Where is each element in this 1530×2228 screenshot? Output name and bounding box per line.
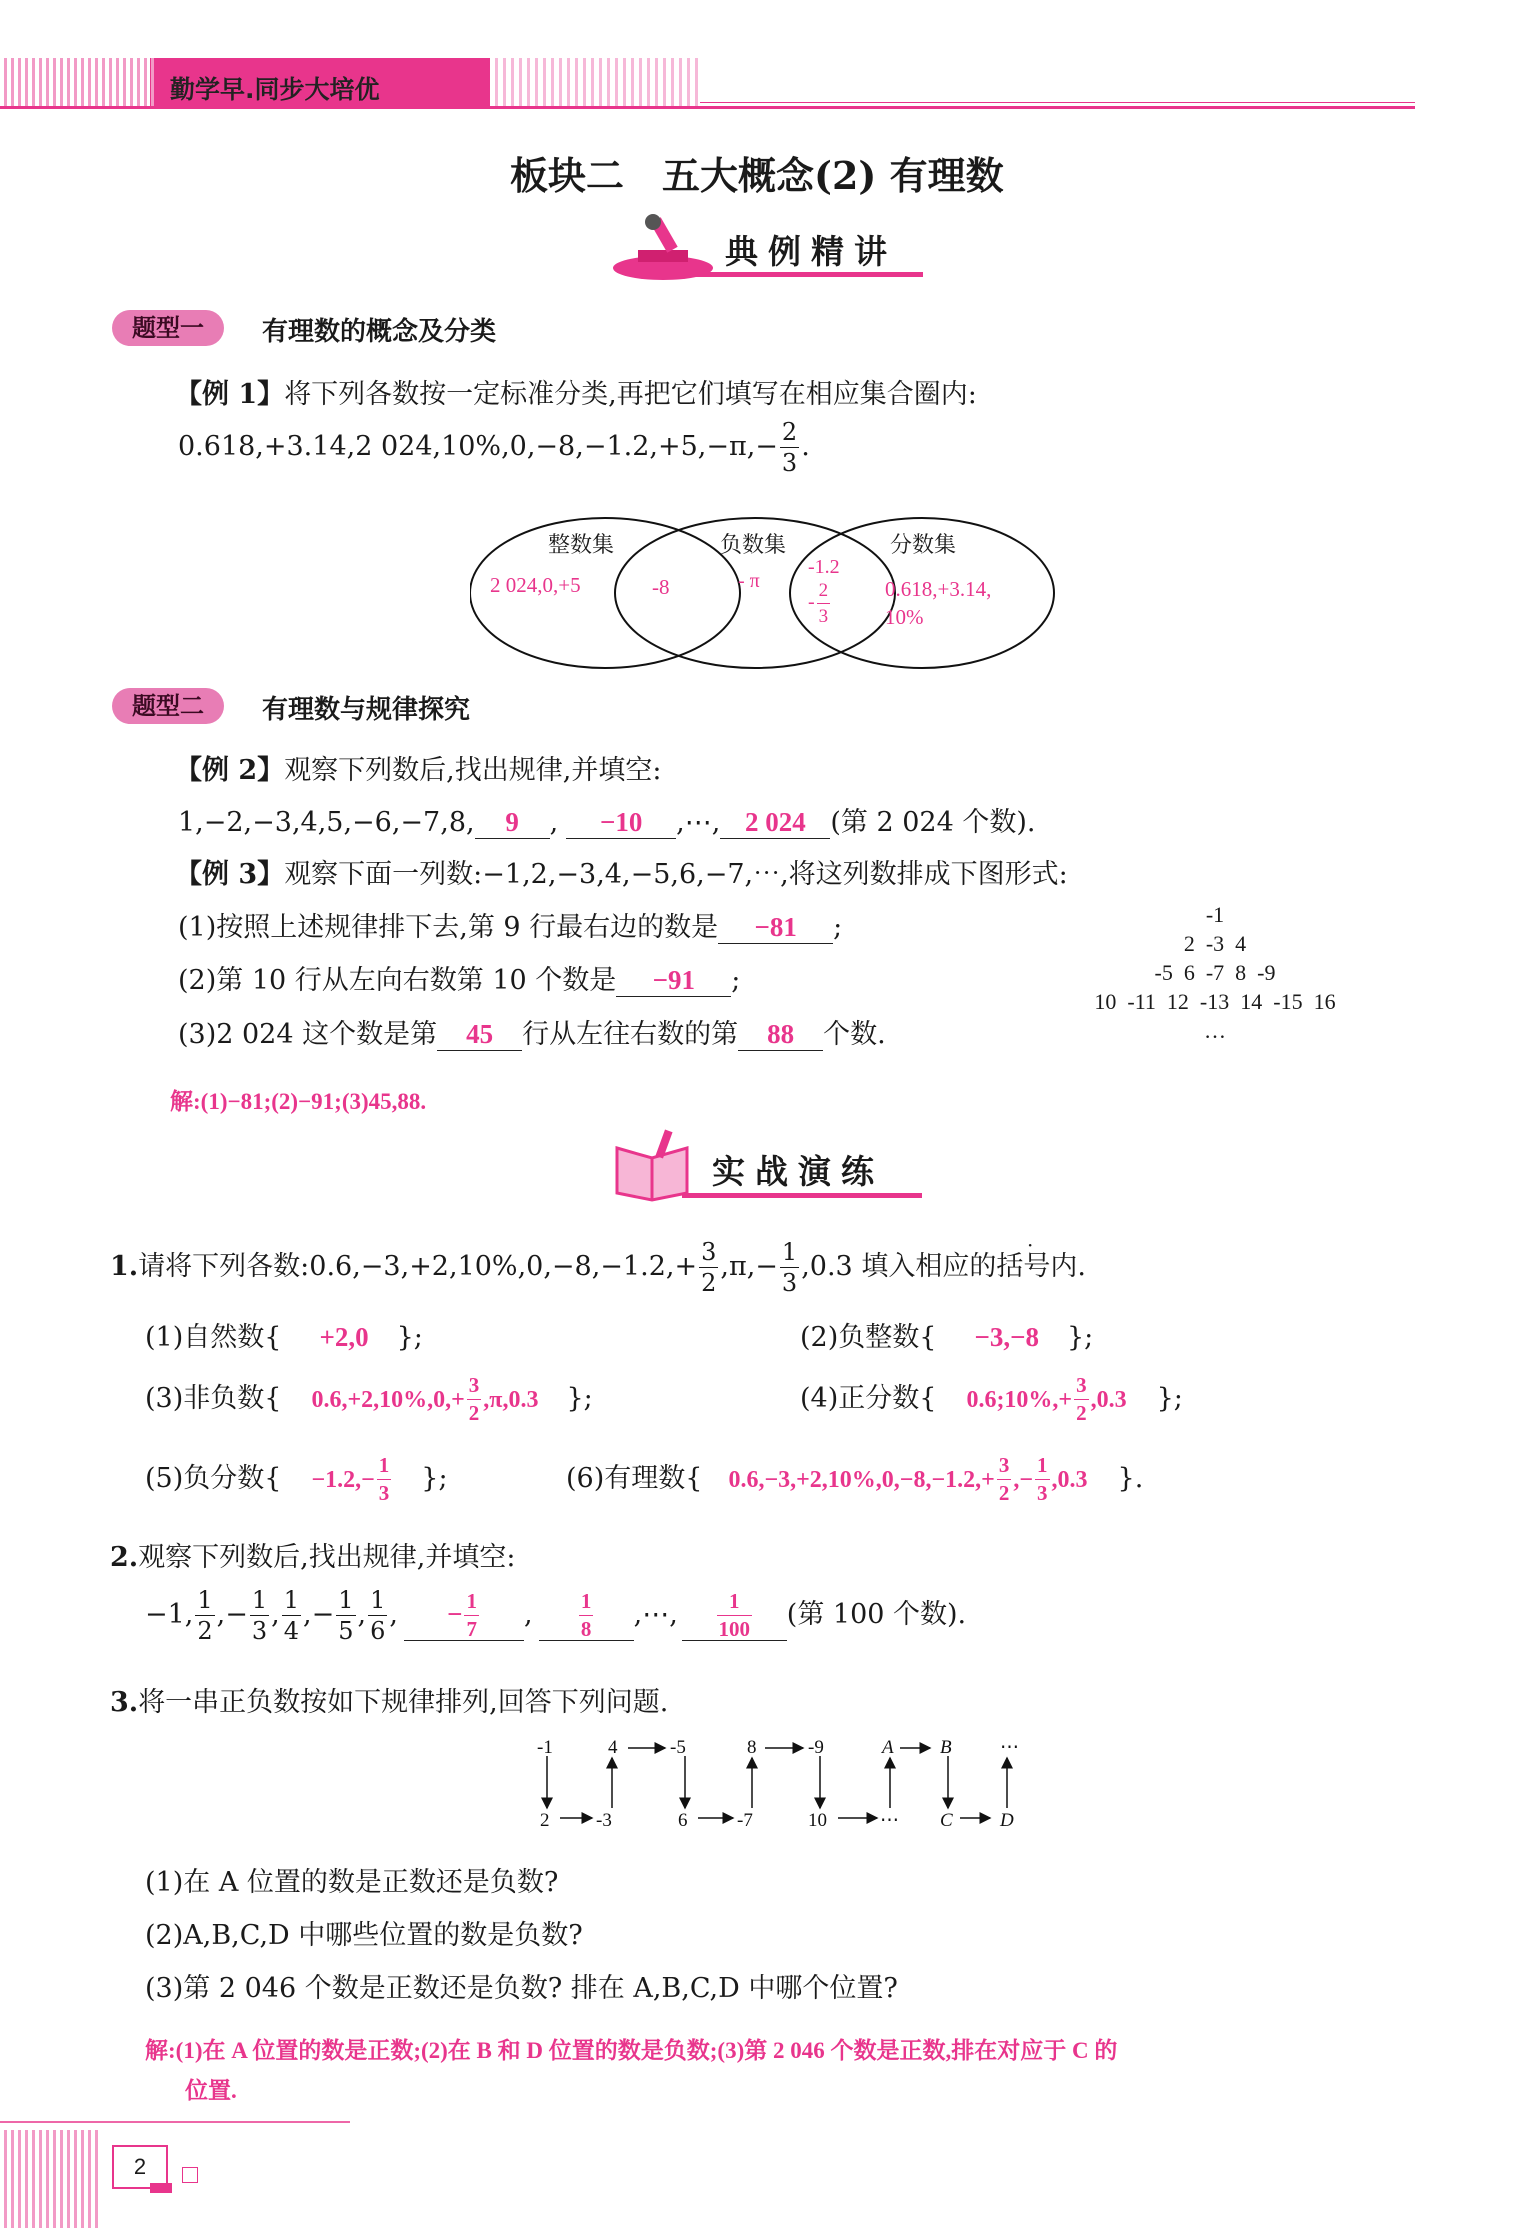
stripe — [4, 58, 7, 106]
stripe — [647, 58, 650, 106]
denominator: 3 — [378, 1481, 390, 1505]
stripe — [639, 58, 642, 106]
example-3 — [175, 852, 1068, 891]
diagram-node: 4 — [608, 1738, 618, 1758]
stripe — [151, 58, 154, 106]
diagram-node: -7 — [737, 1810, 753, 1831]
answer-blank: 45 — [437, 1019, 522, 1051]
denominator: 8 — [580, 1617, 592, 1641]
stripe — [543, 58, 546, 106]
denominator: 2 — [1076, 1401, 1087, 1425]
stripe — [67, 58, 70, 106]
example-2-sequence: 1,−2,−3,4,5,−6,−7,8, 9 , −10 ,⋯, 2 024 (第 2 024 个数). — [178, 807, 1036, 838]
problem-3-solution-line2: 位置. — [185, 2078, 237, 2103]
problem-text: ,π,− — [720, 1251, 778, 1282]
type-label-1: 有理数的概念及分类 — [262, 317, 497, 347]
stripe — [81, 2130, 84, 2228]
fraction — [467, 1375, 482, 1424]
diagram-node: -3 — [596, 1810, 612, 1831]
answer: ,− — [1013, 1467, 1034, 1493]
venn-integer-only: 2 024,0,+5 — [490, 573, 581, 597]
fraction — [1074, 1375, 1089, 1424]
stripe — [495, 58, 498, 106]
numerator: 3 — [997, 1455, 1012, 1480]
diagram-node: 6 — [678, 1810, 688, 1831]
diagram-node: 2 — [540, 1810, 550, 1831]
problem-text: 观察下列数后,找出规律,并填空: — [138, 1542, 516, 1573]
microscope-icon — [613, 214, 713, 280]
stripe — [74, 58, 77, 106]
stripe — [137, 58, 140, 106]
example-label: 【例 1】 — [175, 379, 285, 410]
answer-blank: 9 — [475, 807, 550, 839]
stripe — [53, 58, 56, 106]
stripe — [11, 2130, 14, 2228]
problem-3-solution-line1: 解:(1)在 A 位置的数是正数;(2)在 B 和 D 位置的数是负数;(3)第 2 046 个数是正数,排在对应于 C 的 — [145, 2038, 1118, 2063]
diagram-node: -9 — [808, 1738, 824, 1758]
stripe — [81, 58, 84, 106]
stripe — [559, 58, 562, 106]
stripe — [67, 2130, 70, 2228]
section-title-1: 典例精讲 — [725, 232, 897, 271]
question-text: (3)2 024 这个数是第 — [178, 1019, 438, 1050]
triangle-row: … — [1204, 1018, 1226, 1043]
header-title: 勤学早.同步大培优 — [170, 75, 380, 104]
brace-close: }; — [1156, 1383, 1183, 1414]
stripe — [116, 58, 119, 106]
stripe — [591, 58, 594, 106]
stripe — [4, 2130, 7, 2228]
denominator: 6 — [370, 1617, 386, 1645]
denominator: 2 — [468, 1401, 480, 1425]
fraction — [780, 1240, 799, 1295]
problem-2 — [110, 1535, 515, 1574]
footer-square — [182, 2167, 198, 2183]
stripe — [623, 58, 626, 106]
example-label: 【例 2】 — [175, 755, 285, 786]
denominator: 7 — [466, 1617, 477, 1641]
fraction — [997, 1455, 1012, 1504]
answer: −3,−8 — [974, 1322, 1039, 1352]
book-icon — [617, 1129, 687, 1200]
stripe — [679, 58, 682, 106]
arrow-diagram — [520, 1738, 1040, 1838]
problem-3-q1: (1)在 A 位置的数是正数还是负数? — [145, 1867, 559, 1898]
page-number: 2 — [112, 2145, 168, 2189]
numerator: 1 — [377, 1455, 392, 1480]
numerator: 2 — [817, 581, 831, 604]
problem-text: 将一串正负数按如下规律排列,回答下列问题. — [138, 1687, 669, 1718]
diagram-node: ⋯ — [1000, 1738, 1019, 1758]
example-3-q1: (1)按照上述规律排下去,第 9 行最右边的数是 −81 ; — [178, 912, 843, 943]
number-triangle — [1000, 900, 1430, 1045]
fraction — [377, 1455, 392, 1504]
stripe — [519, 58, 522, 106]
problem-number: 2. — [110, 1542, 139, 1573]
numerator: 1 — [1035, 1455, 1050, 1480]
triangle-row: 2 -3 4 — [1183, 931, 1247, 956]
stripe — [663, 58, 666, 106]
sequence-tail: (第 100 个数). — [786, 1599, 967, 1630]
stripe — [46, 2130, 49, 2228]
denominator: 2 — [998, 1481, 1010, 1505]
stripe — [535, 58, 538, 106]
stripe — [95, 58, 98, 106]
brace-close: }. — [1117, 1463, 1144, 1494]
numerator: 3 — [1074, 1375, 1089, 1400]
answer-blank: −81 — [718, 912, 833, 944]
denominator: 4 — [283, 1617, 300, 1645]
venn-label-integer: 整数集 — [548, 533, 615, 558]
sequence: 1,−2,−3,4,5,−6,−7,8, — [178, 807, 475, 838]
venn-negative-fraction — [808, 556, 840, 626]
fraction — [780, 420, 799, 475]
stripe — [46, 58, 49, 106]
triangle-row: -1 — [1205, 902, 1225, 927]
example-2 — [175, 748, 661, 787]
numerator: 3 — [467, 1375, 482, 1400]
stripe — [102, 58, 105, 106]
stripe — [25, 58, 28, 106]
numerator: 1 — [579, 1591, 594, 1616]
denominator: 3 — [251, 1617, 268, 1645]
answer-blank: 88 — [738, 1019, 823, 1051]
diagram-node: D — [1000, 1810, 1014, 1831]
page-number-accent — [150, 2183, 172, 2193]
answer: +2,0 — [319, 1322, 369, 1352]
category-label: (6)有理数{ — [566, 1463, 703, 1494]
fraction — [699, 1240, 718, 1295]
answer: ,0.3 — [1051, 1467, 1088, 1493]
stripe — [109, 58, 112, 106]
denominator: 100 — [718, 1617, 751, 1641]
venn-sign: - — [808, 591, 815, 614]
numerator: 1 — [251, 1586, 268, 1614]
category-label: (2)负整数{ — [800, 1322, 937, 1353]
fraction — [250, 1588, 269, 1643]
stripe — [583, 58, 586, 106]
section-title-2: 实战演练 — [712, 1152, 884, 1191]
repeating-dot: · — [1027, 1233, 1034, 1257]
answer-blank: −10 — [566, 807, 676, 839]
category-label: (4)正分数{ — [800, 1383, 937, 1414]
venn-value: -1.2 — [808, 556, 840, 578]
example-3-q3 — [178, 1012, 886, 1051]
stripe — [74, 2130, 77, 2228]
numerator: 1 — [464, 1591, 479, 1616]
header-line — [0, 106, 1415, 109]
venn-value: 0.618,+3.14, — [885, 577, 992, 601]
numerator: 1 — [197, 1586, 213, 1614]
venn-label-negative: 负数集 — [720, 533, 787, 558]
diagram-node: A — [882, 1738, 894, 1758]
type-tag-2: 题型二 — [112, 688, 224, 724]
brace-close: }; — [566, 1383, 593, 1414]
stripe — [25, 2130, 28, 2228]
problem-text: ,0.3 — [801, 1251, 853, 1282]
denominator: 3 — [781, 449, 798, 477]
type-label-2: 有理数与规律探究 — [262, 695, 471, 725]
problem-2-sequence: −1, $\frac{1}{2}$ ,− $\frac{1}{3}$ , $\frac{1}{4}$ ,− $\frac{1}{5}$ , $\frac{1}{6}$ , − $\frac{1}{7}$ , $\frac{1}{8}$ ,⋯, $\frac{1}{100}$ (第 100 个数). — [145, 1586, 967, 1645]
ellipsis: ,⋯, — [676, 807, 721, 838]
denominator: 5 — [338, 1617, 354, 1645]
example-text: 观察下面一列数:−1,2,−3,4,−5,6,−7,⋯,将这列数排成下图形式: — [284, 859, 1068, 890]
answer: ,π,0.3 — [483, 1387, 539, 1413]
example-label: 【例 3】 — [175, 859, 285, 890]
stripe — [687, 58, 690, 106]
p1-negative-fraction — [145, 1455, 448, 1504]
denominator: 3 — [781, 1269, 798, 1297]
stripe — [655, 58, 658, 106]
question-text: 行从左往右数的第 — [522, 1019, 739, 1050]
stripe — [18, 58, 21, 106]
denominator: 3 — [1037, 1481, 1048, 1505]
numerator: 1 — [283, 1586, 300, 1614]
p1-nonnegative — [145, 1375, 593, 1424]
stripe — [511, 58, 514, 106]
numerator: 3 — [701, 1238, 717, 1266]
venn-fraction-only — [885, 575, 991, 631]
answer: 0.6,−3,+2,10%,0,−8,−1.2,+ — [728, 1467, 995, 1493]
problem-3 — [110, 1680, 668, 1719]
answer-blank — [539, 1591, 634, 1641]
sequence-start: −1, — [145, 1599, 194, 1630]
venn-value: 10% — [885, 605, 924, 629]
answer: −1.2,− — [311, 1467, 375, 1493]
p1-positive-fraction — [800, 1375, 1183, 1424]
question-text: (1)按照上述规律排下去,第 9 行最右边的数是 — [178, 912, 719, 943]
stripe — [144, 58, 147, 106]
brace-close: }; — [1066, 1322, 1094, 1353]
venn-label-fraction: 分数集 — [890, 533, 957, 558]
diagram-node: -5 — [670, 1738, 686, 1758]
problem-text: 请将下列各数:0.6,−3,+2,10%,0,−8,−1.2,+ — [138, 1251, 698, 1282]
category-label: (5)负分数{ — [145, 1463, 282, 1494]
problem-text: 填入相应的括号内. — [852, 1251, 1086, 1282]
numerator: 1 — [717, 1591, 753, 1616]
example-1 — [175, 372, 977, 411]
stripe — [95, 2130, 98, 2228]
category-label: (1)自然数{ — [145, 1322, 282, 1353]
denominator: 3 — [818, 606, 829, 627]
stripe — [32, 2130, 35, 2228]
stripe — [527, 58, 530, 106]
answer-blank: 2 024 — [720, 807, 830, 839]
period: . — [801, 431, 810, 462]
stripe — [551, 58, 554, 106]
stripe — [18, 2130, 21, 2228]
answer-blank: −91 — [616, 965, 731, 997]
p1-negative-integer — [800, 1315, 1093, 1354]
stripe — [695, 58, 698, 106]
header-thin-line — [700, 102, 1415, 103]
stripe — [39, 58, 42, 106]
p1-natural — [145, 1315, 423, 1354]
triangle-row: -5 6 -7 8 -9 — [1154, 960, 1276, 985]
example-text: 将下列各数按一定标准分类,再把它们填写在相应集合圈内: — [284, 379, 977, 410]
stripe — [503, 58, 506, 106]
stripe — [60, 58, 63, 106]
answer: ,0.3 — [1090, 1387, 1127, 1413]
numerator: 1 — [781, 1238, 798, 1266]
diagram-node: 10 — [808, 1810, 827, 1831]
venn-fraction — [817, 581, 831, 626]
denominator: 2 — [701, 1269, 717, 1297]
fraction — [1035, 1455, 1050, 1504]
stripe — [130, 58, 133, 106]
problem-3-q2: (2)A,B,C,D 中哪些位置的数是负数? — [145, 1920, 583, 1951]
example-1-numbers — [178, 420, 810, 475]
stripe — [599, 58, 602, 106]
stripe — [60, 2130, 63, 2228]
question-text: 个数. — [823, 1019, 886, 1050]
triangle-row: 10 -11 12 -13 14 -15 16 — [1094, 989, 1336, 1014]
problem-number: 3. — [110, 1687, 139, 1718]
answer-blank: − $\frac{1}{7}$ — [404, 1591, 524, 1641]
fraction — [336, 1588, 355, 1643]
stripe — [615, 58, 618, 106]
stripe — [53, 2130, 56, 2228]
answer: 0.6,+2,10%,0,+ — [311, 1387, 465, 1413]
stripe — [567, 58, 570, 106]
fraction — [282, 1588, 301, 1643]
category-label: (3)非负数{ — [145, 1383, 282, 1414]
problem-3-q3: (3)第 2 046 个数是正数还是负数? 排在 A,B,C,D 中哪个位置? — [145, 1973, 898, 2004]
stripe — [88, 58, 91, 106]
stripe — [11, 58, 14, 106]
fraction — [368, 1588, 387, 1643]
example-3-q2: (2)第 10 行从左向右数第 10 个数是 −91 ; — [178, 965, 741, 996]
denominator: 2 — [197, 1617, 213, 1645]
question-text: (2)第 10 行从左向右数第 10 个数是 — [178, 965, 617, 996]
diagram-node: 8 — [747, 1738, 757, 1758]
stripe — [88, 2130, 91, 2228]
diagram-node: ⋯ — [880, 1810, 899, 1831]
problem-number: 1. — [110, 1251, 139, 1282]
stripe — [123, 58, 126, 106]
answer-blank — [682, 1591, 787, 1641]
problem-1 — [110, 1240, 1086, 1295]
stripe — [32, 58, 35, 106]
example-text: 观察下列数后,找出规律,并填空: — [284, 755, 662, 786]
brace-close: }; — [421, 1463, 448, 1494]
footer-stripes — [0, 2110, 360, 2228]
numerator: 2 — [781, 418, 798, 446]
stripe — [575, 58, 578, 106]
sequence-tail: (第 2 024 个数). — [830, 807, 1036, 838]
diagram-node: -1 — [537, 1738, 553, 1758]
stripe — [607, 58, 610, 106]
numerator: 1 — [370, 1586, 386, 1614]
numerator: 1 — [338, 1586, 354, 1614]
answer: 0.6;10%,+ — [966, 1387, 1073, 1413]
stripe — [671, 58, 674, 106]
stripe — [631, 58, 634, 106]
numbers-list: 0.618,+3.14,2 024,10%,0,−8,−1.2,+5,−π,− — [178, 431, 778, 462]
page-title: 板块二 五大概念(2) 有理数 — [510, 153, 1004, 198]
diagram-node: C — [940, 1810, 953, 1831]
venn-negative-only: - π — [738, 570, 760, 592]
venn-integer-negative: -8 — [652, 575, 670, 599]
stripe — [39, 2130, 42, 2228]
type-tag-1: 题型一 — [112, 310, 224, 346]
fraction — [195, 1588, 214, 1643]
brace-close: }; — [396, 1322, 423, 1353]
example-3-solution: 解:(1)−81;(2)−91;(3)45,88. — [170, 1089, 427, 1114]
diagram-node: B — [940, 1738, 952, 1758]
p1-rational — [566, 1455, 1143, 1504]
